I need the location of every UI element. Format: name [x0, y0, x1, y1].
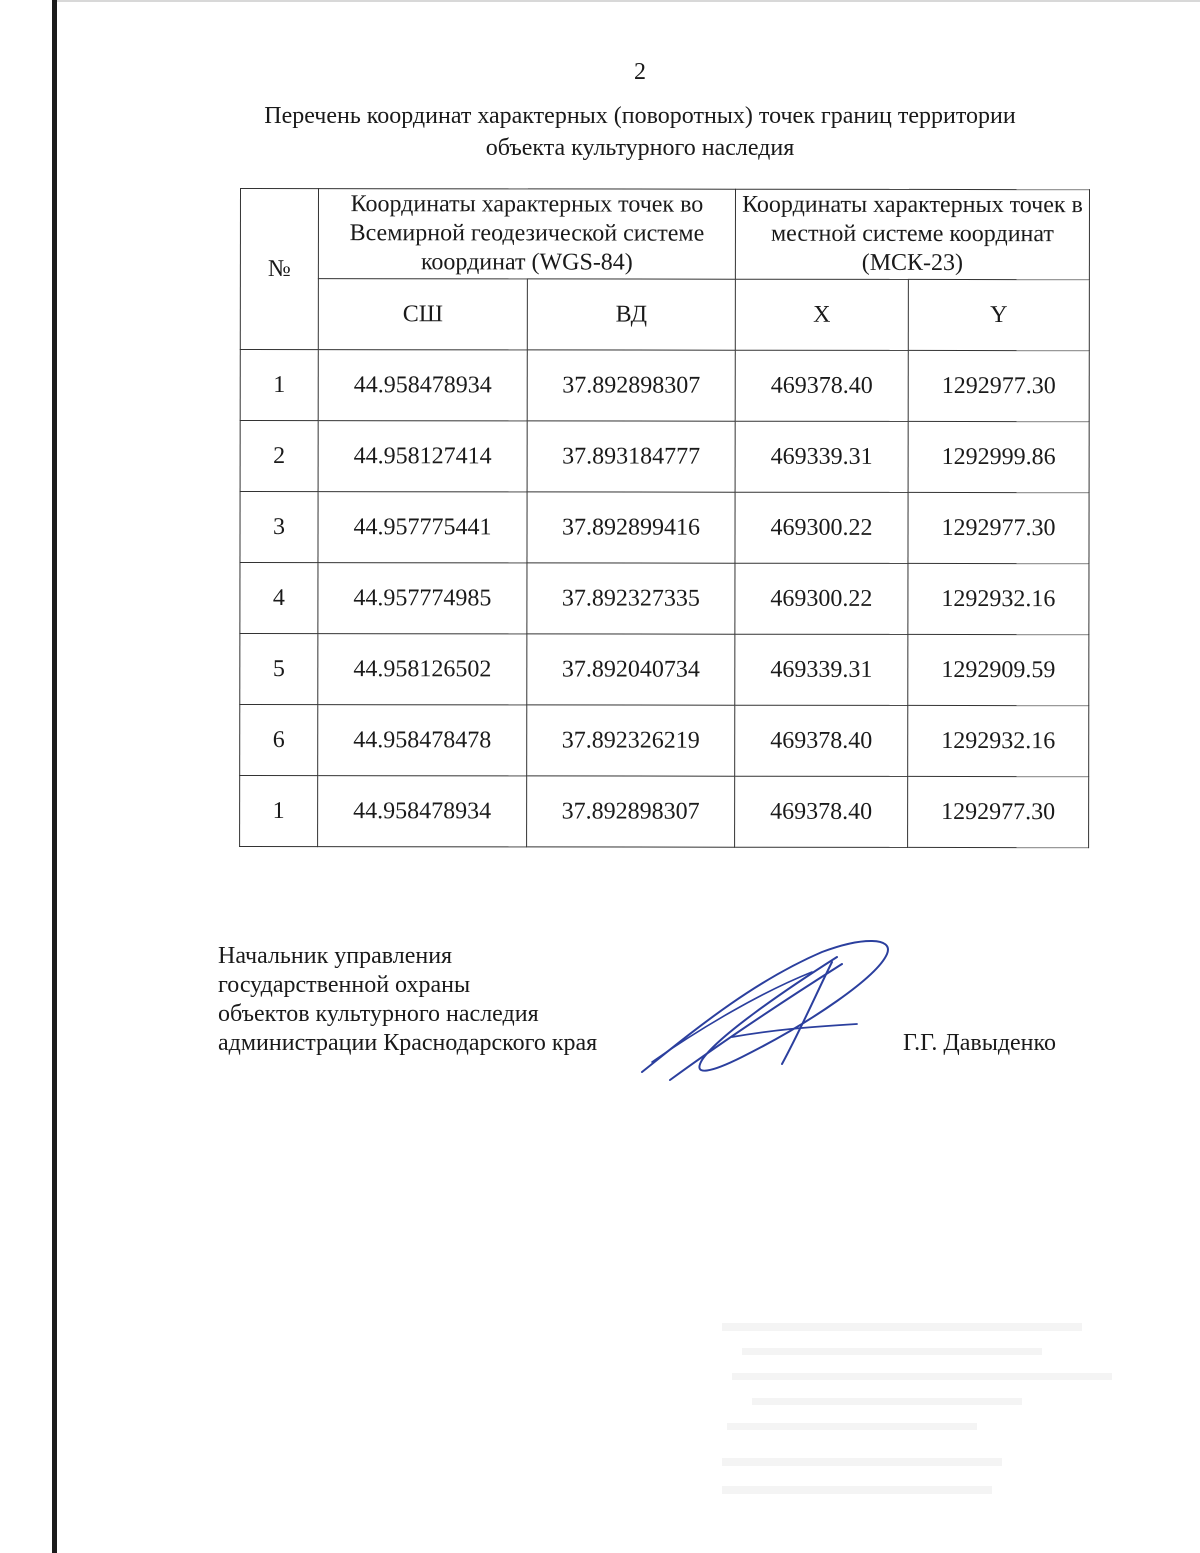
- scan-edge-top: [57, 0, 1200, 2]
- cell-x: 469378.40: [735, 350, 908, 421]
- cell-x: 469339.31: [735, 421, 908, 492]
- table-row: [240, 350, 1089, 422]
- cell-y: 1292932.16: [908, 705, 1089, 776]
- cell-lon: 37.892326219: [527, 705, 735, 776]
- page-number: 2: [634, 59, 646, 85]
- cell-y: 1292977.30: [908, 492, 1089, 563]
- cell-number: 5: [240, 634, 318, 705]
- cell-number: 4: [240, 563, 318, 634]
- signer-position-line: Начальник управления: [218, 943, 453, 969]
- signer-position-line: объектов культурного наследия: [218, 1001, 539, 1027]
- cell-x: 469300.22: [735, 563, 908, 634]
- cell-lon: 37.893184777: [527, 421, 735, 492]
- cell-y: 1292909.59: [908, 634, 1089, 705]
- cell-lat: 44.958478478: [318, 705, 527, 776]
- coordinates-table: [239, 188, 1090, 848]
- signer-name: Г.Г. Давыденко: [903, 1030, 1056, 1056]
- cell-lon: 37.892898307: [527, 776, 735, 847]
- table-row: [240, 776, 1089, 848]
- header-wgs-group: Координаты характерных точек во Всемирной геодезической системе координат (WGS-84): [318, 189, 735, 280]
- cell-x: 469378.40: [735, 776, 908, 847]
- cell-lat: 44.958478934: [318, 776, 527, 847]
- cell-number: 2: [240, 421, 318, 492]
- table-row: [240, 563, 1089, 635]
- signature-stroke: [732, 1024, 857, 1037]
- header-y: Y: [908, 279, 1089, 350]
- handwritten-signature: [632, 932, 902, 1082]
- table-row: [240, 634, 1089, 706]
- signer-position-line: администрации Краснодарского края: [218, 1030, 598, 1056]
- cell-x: 469378.40: [735, 705, 908, 776]
- signature-stroke: [642, 941, 888, 1072]
- cell-lat: 44.958126502: [318, 634, 527, 705]
- cell-number: 1: [240, 776, 318, 847]
- cell-lat: 44.957774985: [318, 563, 527, 634]
- cell-x: 469339.31: [735, 634, 908, 705]
- cell-y: 1292977.30: [908, 776, 1089, 847]
- cell-lon: 37.892898307: [527, 350, 735, 421]
- cell-y: 1292977.30: [908, 350, 1089, 421]
- cell-y: 1292932.16: [908, 563, 1089, 634]
- scan-edge: [52, 0, 57, 1553]
- cell-y: 1292999.86: [908, 421, 1089, 492]
- table-subheader-row: [240, 279, 1089, 351]
- table-row: [240, 492, 1089, 564]
- title-line-1: Перечень координат характерных (поворотных) точек границ территории: [264, 103, 1016, 129]
- document-title: [200, 100, 1080, 164]
- title-line-2: объекта культурного наследия: [485, 135, 795, 161]
- header-number: №: [240, 189, 318, 350]
- signer-position: [218, 942, 597, 1058]
- faint-stamp-bleedthrough: [712, 1318, 1112, 1518]
- signature-stroke: [652, 972, 812, 1062]
- cell-lat: 44.958478934: [318, 350, 527, 421]
- cell-lon: 37.892899416: [527, 492, 735, 563]
- cell-lon: 37.892327335: [527, 563, 735, 634]
- table-row: [240, 421, 1089, 493]
- table-row: [240, 705, 1089, 777]
- cell-number: 1: [240, 350, 318, 421]
- cell-lat: 44.958127414: [318, 421, 527, 492]
- cell-x: 469300.22: [735, 492, 908, 563]
- header-msk-group: Координаты характерных точек в местной системе координат (МСК-23): [735, 189, 1089, 279]
- header-lat: СШ: [318, 279, 527, 350]
- header-lon: ВД: [527, 279, 735, 350]
- signature-stroke: [670, 964, 842, 1080]
- cell-lat: 44.957775441: [318, 492, 527, 563]
- signer-position-line: государственной охраны: [218, 972, 471, 998]
- cell-number: 6: [240, 705, 318, 776]
- header-x: X: [735, 279, 908, 350]
- table-header-row: [240, 189, 1089, 280]
- cell-lon: 37.892040734: [527, 634, 735, 705]
- cell-number: 3: [240, 492, 318, 563]
